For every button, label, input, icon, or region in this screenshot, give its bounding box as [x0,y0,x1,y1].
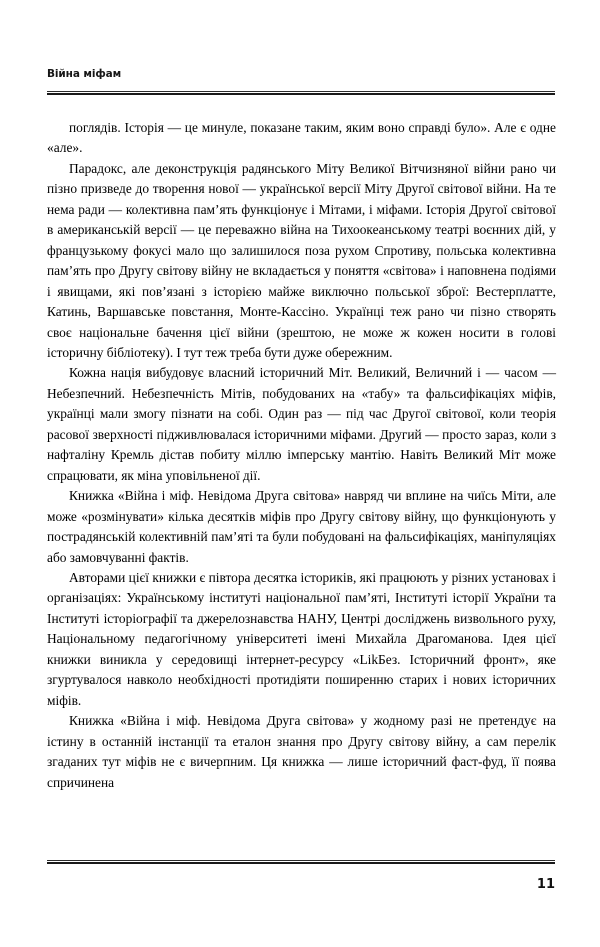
page-footer [47,875,555,893]
page-number: 11 [536,877,555,892]
header-rule-thick [47,93,555,95]
body-paragraph: Кожна нація вибудовує власний історичний Міт. Великий, Величний і — часом — Небезпечний. Небезпечність Мітів, побудованих на «табу» та фальсифікаціях міфів, українці мали змогу пізнати на собі. Один раз — під час Другої світової, коли теорія расової зверхності підживлювалася історичними міфами. Другий — просто зараз, коли з нафталіну Кремль дістав побиту міллю імперську мантію. Навіть Великий Міт може спрацювати, як міна уповільненої дії. [47,365,556,483]
body-paragraph: Книжка «Війна і міф. Невідома Друга світова» навряд чи вплине на чиїсь Міти, але може «розмінувати» кілька десятків міфів про Другу світову війну, що функціонують у пострадянській колективній пам’яті та були побудовані на фальсифікаціях, маніпуляціях або замовчуванні фактів. [47,488,556,565]
body-paragraph: поглядів. Історія — це минуле, показане таким, яким воно справді було». Але є одне «але». [47,120,556,156]
footer-rule-thick [47,862,555,864]
header-divider-rule [47,91,555,95]
body-paragraph: Парадокс, але деконструкція радянського Міту Великої Вітчизняної війни рано чи пізно призведе до творення нової — української версії Міту Другої світової війни. На те нема ради — колективна пам’ять функціонує і Мітами, і міфами. Історія Другої світової в американській версії — це переважно війна на Тихоокеанському театрі воєнних дій, у французькому фокусі мало що залишилося поза рухом Спротиву, польська колективна пам’ять про Другу світову війну не вкладається у поняття «світова» і наповнена подіями і явищами, які пов’язані з історією майже виключно польської зброї: Вестерплатте, Катинь, Варшавське повстання, Монте-Кассіно. Українці теж рано чи пізно створять своє національне бачення цієї війни (зрештою, не може ж кожен носити в голові історичну бібліотеку). І тут теж треба бути дуже обережним. [47,160,556,360]
body-paragraph: Авторами цієї книжки є півтора десятка істориків, які працюють у різних установах і організаціях: Українському інституті національної пам’яті, Інституті історії України та Інституті історіографії та джерелознавства НАНУ, Центрі досліджень визвольного руху, Національному педагогічному університеті імені Михайла Драгоманова. Ідея цієї книжки виникла у середовищі інтернет-ресурсу «LikБез. Історичний фронт», яке згуртувалося навколо необхідності протидіяти поширенню старих і нових історичних міфів. [47,569,556,708]
body-paragraph: Книжка «Війна і міф. Невідома Друга світова» у жодному разі не претендує на істину в останній інстанції та еталон знання про Другу світову війну, а сам перелік згаданих тут міфів не є вичерпним. Ця книжка — лише історичний фаст-фуд, її поява спричинена [47,713,556,790]
running-header [47,68,555,81]
footer-divider-rule [47,860,555,864]
body-text-column [47,118,556,793]
running-header-title: Війна міфам [47,68,122,80]
